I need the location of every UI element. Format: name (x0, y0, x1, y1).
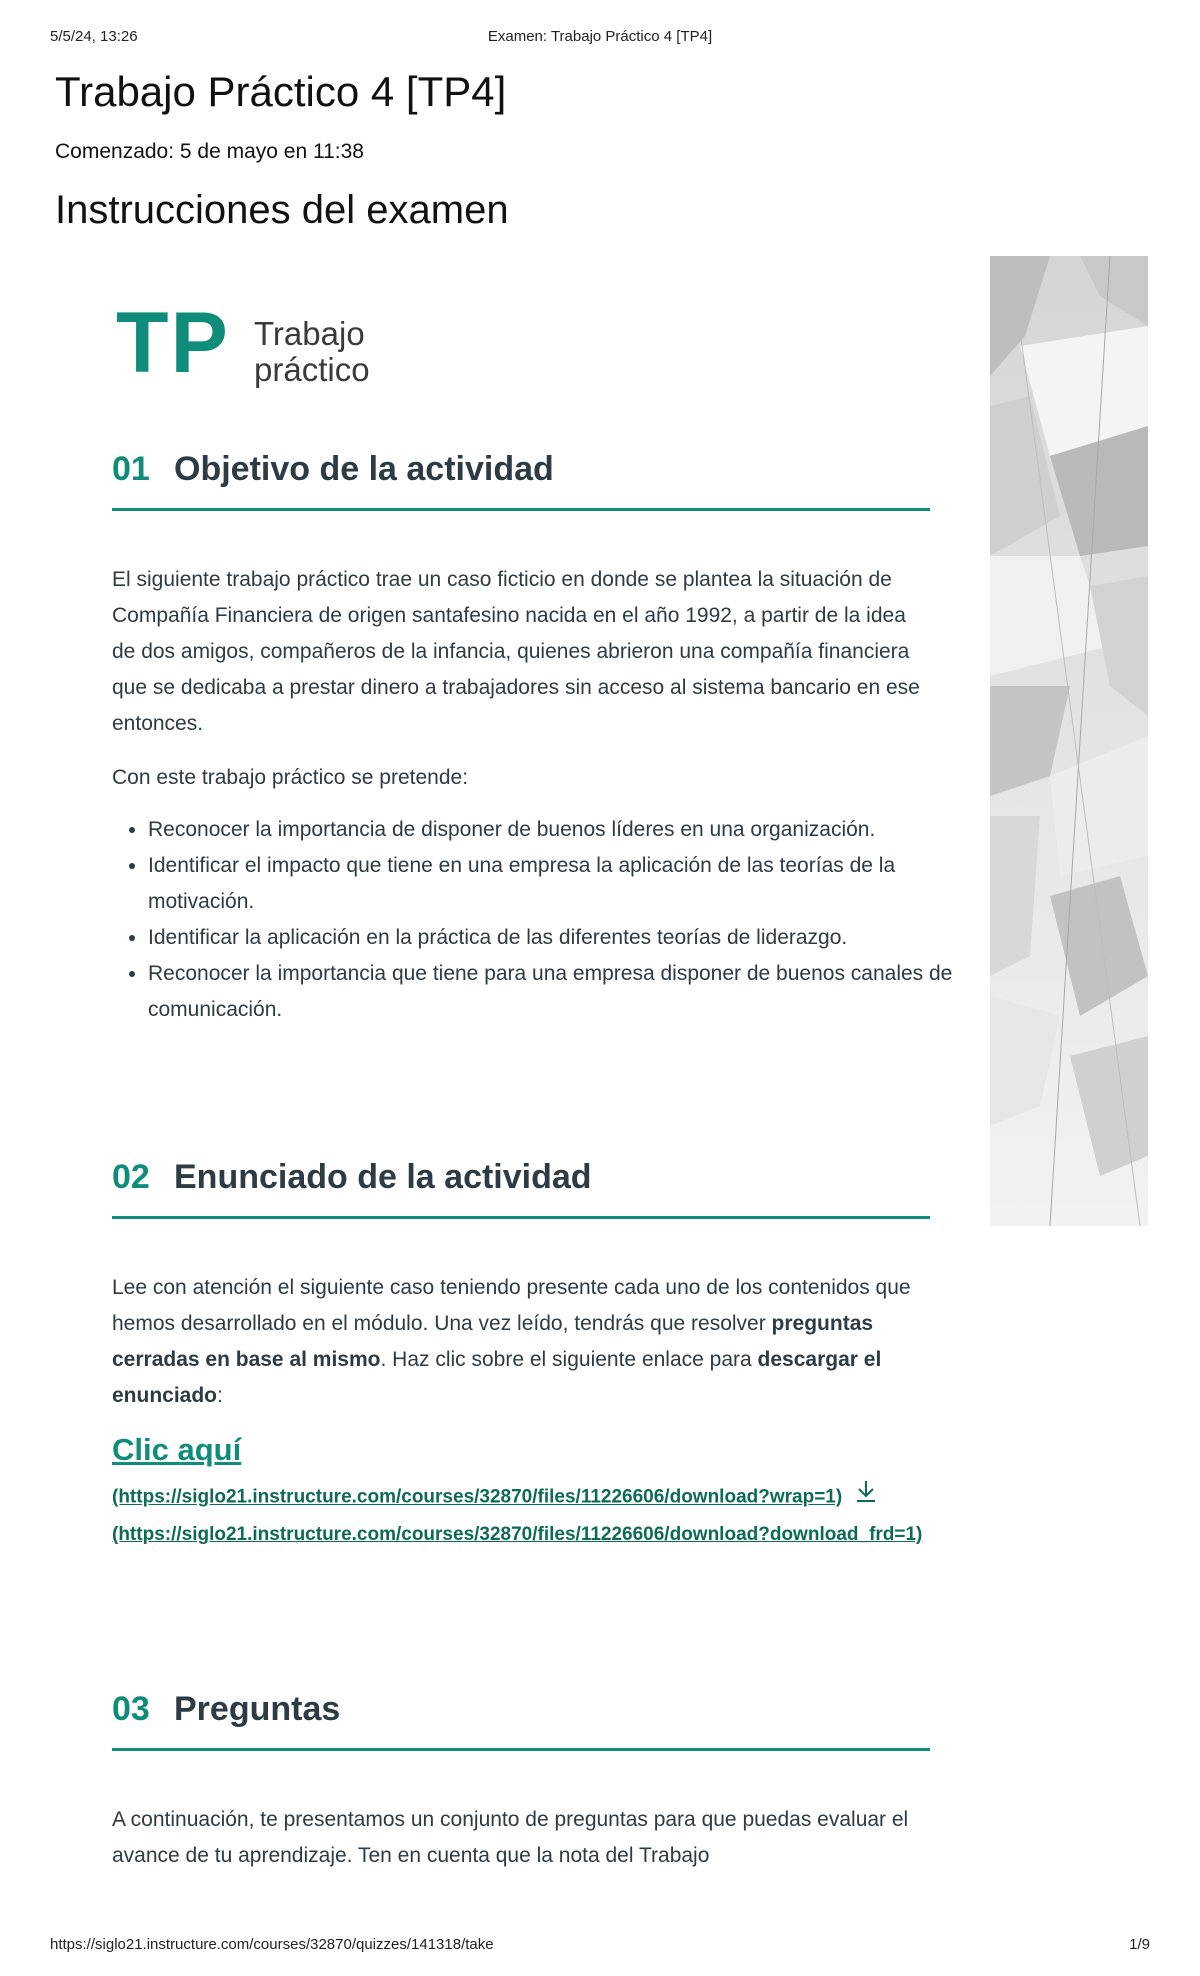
statement-paragraph (112, 1270, 930, 1414)
list-item: • Reconocer la importancia que tiene para una empresa disponer de buenos canales de comunicación. (148, 956, 966, 1028)
tp-logo-text (254, 316, 370, 388)
statement-bold-1: preguntas cerradas en base al mismo (112, 1312, 874, 1371)
page-title: Trabajo Práctico 4 [TP4] (55, 68, 507, 115)
print-footer (50, 1936, 1150, 1953)
print-title: Examen: Trabajo Práctico 4 [TP4] (487, 28, 713, 45)
statement-text-mid: . Haz clic sobre el siguiente enlace para (380, 1348, 758, 1371)
instructions-heading: Instrucciones del examen (55, 188, 509, 232)
objective-paragraph: El siguiente trabajo práctico trae un caso ficticio en donde se plantea la situación de Compañía Financiera de origen santafesino nacida en el año 1992, a partir de la idea de dos amigos, compañeros de la infancia, quienes abrieron una compañía financiera que se dedicaba a prestar dinero a trabajadores sin acceso al sistema bancario en ese entonces. (112, 568, 920, 735)
download-url-block (112, 1478, 930, 1553)
decorative-side-image (990, 256, 1148, 1226)
section-number: 03 (112, 1690, 150, 1728)
download-url-direct[interactable]: (https://siglo21.instructure.com/courses/32870/files/11226606/download?download_frd=1) (112, 1524, 923, 1545)
started-timestamp: Comenzado: 5 de mayo en 11:38 (55, 140, 364, 163)
questions-paragraph: A continuación, te presentamos un conjunto de preguntas para que puedas evaluar el avance de tu aprendizaje. Ten en cuenta que la nota del Trabajo (112, 1808, 909, 1867)
list-item: • Identificar la aplicación en la práctica de las diferentes teorías de liderazgo. (148, 920, 966, 956)
objective-intro: Con este trabajo práctico se pretende: (112, 766, 469, 789)
print-date: 5/5/24, 13:26 (50, 28, 138, 45)
section-label: Preguntas (174, 1690, 341, 1728)
print-url: https://siglo21.instructure.com/courses/32870/quizzes/141318/take (50, 1936, 494, 1953)
statement-text-start: Lee con atención el siguiente caso teniendo presente cada uno de los contenidos que hemos desarrollado en el módulo. Una vez leído, tendrás que resolver (112, 1276, 911, 1335)
section-heading-questions (112, 1690, 930, 1751)
statement-bold-2: descargar el enunciado (112, 1348, 882, 1407)
statement-text-end: : (217, 1384, 223, 1407)
section-label: Enunciado de la actividad (174, 1158, 592, 1196)
list-item: • Identificar el impacto que tiene en una empresa la aplicación de las teorías de la motivación. (148, 848, 966, 920)
tp-logo-line1: Trabajo (254, 315, 365, 352)
section-number: 01 (112, 450, 150, 488)
section-heading-statement (112, 1158, 930, 1219)
architecture-image (990, 256, 1148, 1226)
download-link[interactable]: Clic aquí (112, 1432, 242, 1467)
download-url-wrap[interactable]: (https://siglo21.instructure.com/courses/32870/files/11226606/download?wrap=1) (112, 1486, 843, 1508)
section-label: Objetivo de la actividad (174, 450, 554, 488)
list-item: • Reconocer la importancia de disponer de buenos líderes en una organización. (148, 812, 966, 848)
tp-logo-line2: práctico (254, 351, 370, 388)
download-icon[interactable] (854, 1478, 878, 1517)
objectives-list (112, 812, 966, 1028)
section-heading-objective (112, 450, 930, 511)
section-number: 02 (112, 1158, 150, 1196)
page-number: 1/9 (1129, 1936, 1150, 1953)
tp-logo-letters: TP (116, 295, 230, 391)
